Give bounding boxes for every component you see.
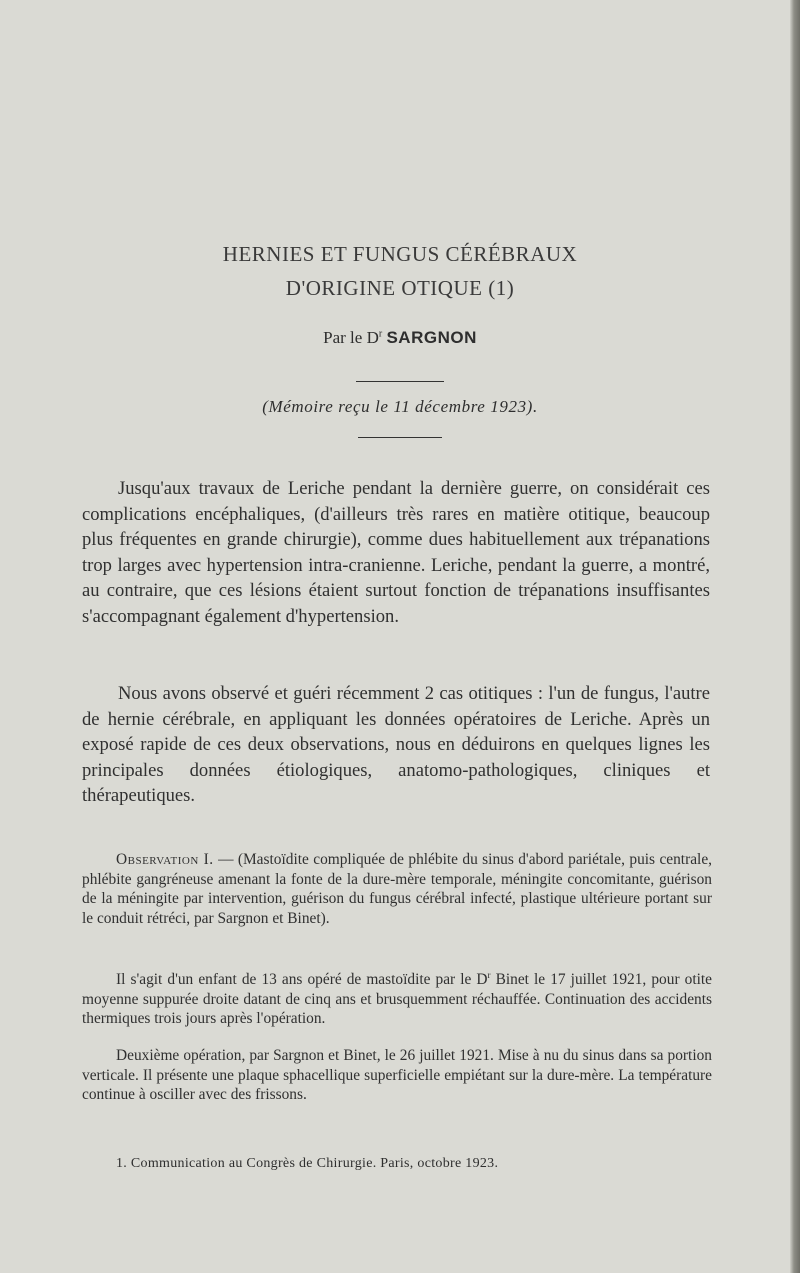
observation-case [82,966,712,1029]
author-name: SARGNON [386,328,477,347]
article-title-line2: D'ORIGINE OTIQUE (1) [285,276,515,300]
observation-operation [82,1046,712,1105]
observation-intro [82,850,712,928]
paragraph-text: Jusqu'aux travaux de Leriche pendant la dernière guerre, on considérait ces complications encéphaliques, (d'ailleurs très rares en matière otitique, beaucoup plus fréquentes en grande chirurgie), comme dues habituellement aux trépanations trop larges avec hypertension intra-cranienne. Leriche, pendant la guerre, a montré, au contraire, que ces lésions étaient surtout fonction de trépanations insuffisantes s'accompagnant également d'hypertension. [82,478,710,627]
observation-text-1: — (Mastoïdite compliquée de phlébite du sinus d'abord pariétale, puis centrale, phlébite gangréneuse amenant la fonte de la dure-mère temporale, méningite concomitante, guérison de la méningite par intervention, guérison du fungus cérébral infecté, plastique ultérieure portant sur le conduit rétréci, par Sargnon et Binet). [82,851,712,927]
footnote: 1. Communication au Congrès de Chirurgie. Paris, octobre 1923. [116,1156,499,1171]
paragraph-text: Nous avons observé et guéri récemment 2 cas otitiques : l'un de fungus, l'autre de hernie cérébrale, en appliquant les données opératoires de Leriche. Après un exposé rapide de ces deux observations, nous en déduirons en quelques lignes les principales données étiologiques, anatomo-pathologiques, cliniques et thérapeutiques. [82,683,710,806]
observation-text-2b: Binet le 17 juillet 1921, pour otite moyenne suppurée droite datant de cinq ans et brusquemment réchauffée. Continuation des accidents thermiques trois jours après l'opération. [82,971,712,1028]
separator-rule-bottom [358,437,442,438]
observation-label: Observation I. [116,851,214,868]
body-paragraph-1 [82,476,710,629]
separator-rule-top [356,381,444,382]
memoire-date: (Mémoire reçu le 11 décembre 1923). [262,397,538,416]
author-line [0,328,800,348]
author-sup: r [378,328,383,340]
article-title-line1: HERNIES ET FUNGUS CÉRÉBRAUX [222,242,578,266]
observation-sup: r [487,970,491,980]
observation-text-3: Deuxième opération, par Sargnon et Binet, le 26 juillet 1921. Mise à nu du sinus dans sa portion verticale. Il présente une plaque sphacellique superficielle empiétant sur la dure-mère. La température continue à osciller avec des frissons. [82,1047,712,1104]
observation-text-2a: Il s'agit d'un enfant de 13 ans opéré de mastoïdite par le D [116,971,488,989]
page-binding-edge [790,0,800,1273]
body-paragraph-2 [82,681,710,809]
author-prefix: Par le D [323,328,379,347]
